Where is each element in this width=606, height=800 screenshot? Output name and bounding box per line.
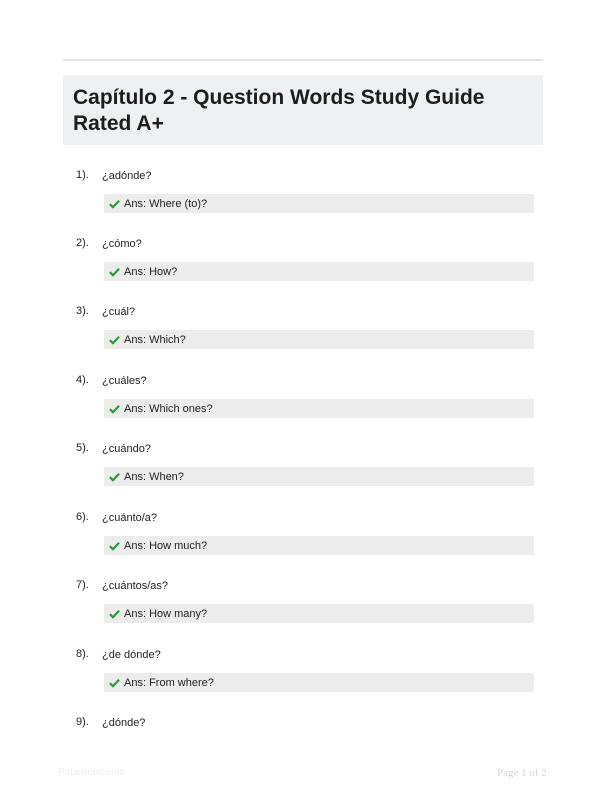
question-number: 9). [76, 716, 89, 728]
question-text: ¿cuándo? [102, 443, 151, 455]
question-number: 8). [76, 648, 89, 660]
question-text: ¿adónde? [102, 170, 152, 182]
answer-text: Ans: How? [124, 265, 178, 278]
question-text: ¿de dónde? [102, 649, 161, 661]
top-divider [63, 59, 543, 61]
page-title: Capítulo 2 - Question Words Study Guide Rated A+ [73, 86, 485, 135]
question-number: 3). [76, 305, 89, 317]
check-icon [109, 541, 120, 551]
answer-box [104, 262, 534, 281]
answer-box [104, 604, 534, 623]
page-number: Page 1 of 2 [497, 767, 547, 779]
check-icon [109, 335, 120, 345]
question-number: 5). [76, 442, 89, 454]
answer-text: Ans: Which ones? [124, 402, 213, 415]
answer-text: Ans: How many? [124, 607, 208, 620]
answer-text: Ans: How much? [124, 539, 208, 552]
question-text: ¿cómo? [102, 238, 142, 250]
answer-text: Ans: Where (to)? [124, 197, 208, 210]
check-icon [109, 199, 120, 209]
check-icon [109, 472, 120, 482]
check-icon [109, 267, 120, 277]
answer-box [104, 399, 534, 418]
check-icon [109, 609, 120, 619]
answer-text: Ans: Which? [124, 333, 186, 346]
question-text: ¿cuántos/as? [102, 580, 169, 592]
question-number: 2). [76, 237, 89, 249]
question-number: 4). [76, 374, 89, 386]
check-icon [109, 404, 120, 414]
answer-box [104, 536, 534, 555]
question-text: ¿dónde? [102, 717, 146, 729]
question-number: 6). [76, 511, 89, 523]
answer-box [104, 467, 534, 486]
question-text: ¿cuáles? [102, 375, 147, 387]
title-banner [63, 75, 543, 145]
footer-watermark: Papertebc.com [58, 767, 126, 778]
question-number: 7). [76, 579, 89, 591]
answer-box [104, 673, 534, 692]
answer-box [104, 194, 534, 213]
question-text: ¿cuál? [102, 306, 136, 318]
answer-text: Ans: From where? [124, 676, 214, 689]
answer-box [104, 330, 534, 349]
check-icon [109, 678, 120, 688]
question-number: 1). [76, 169, 89, 181]
question-text: ¿cuánto/a? [102, 512, 158, 524]
answer-text: Ans: When? [124, 470, 184, 483]
